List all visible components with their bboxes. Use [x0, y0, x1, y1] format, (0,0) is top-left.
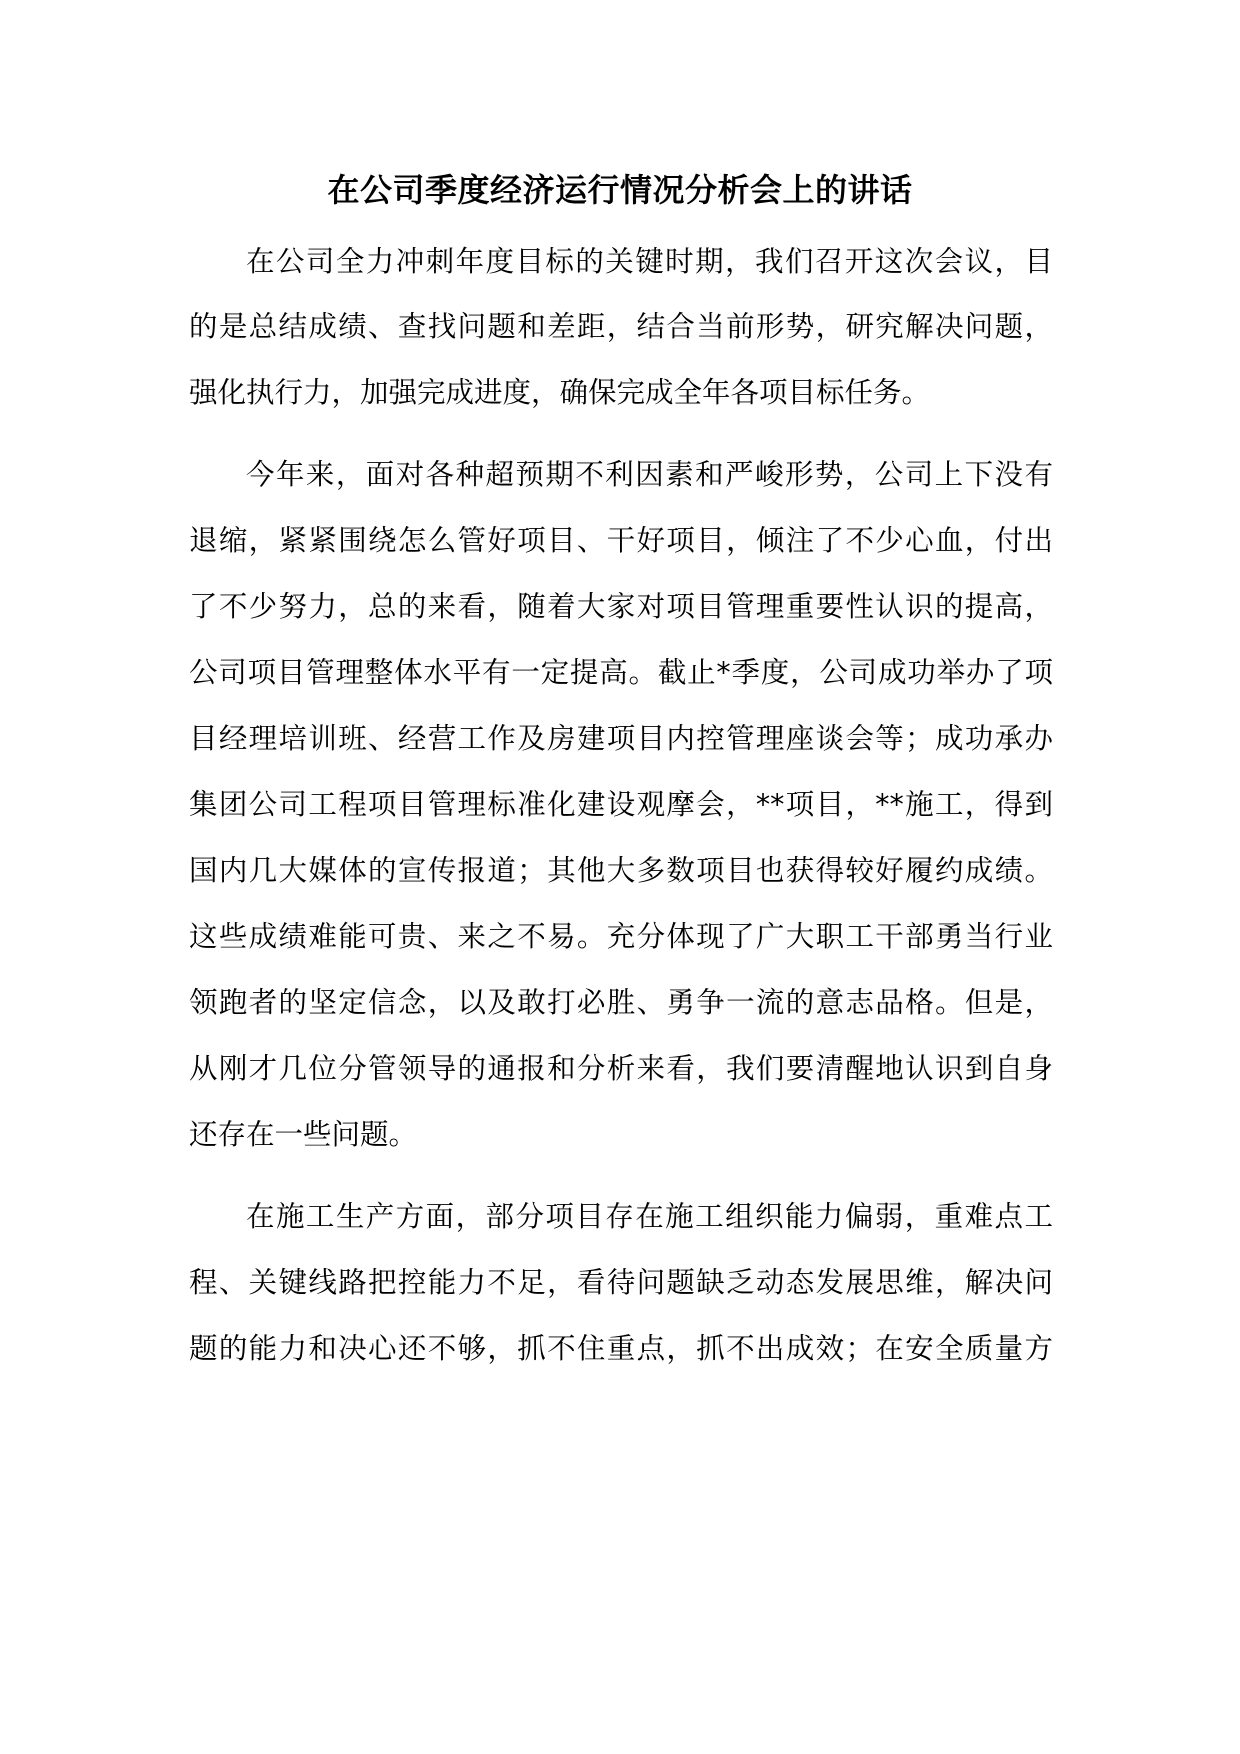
paragraph-2-line-6: 集团公司工程项目管理标准化建设观摩会，**项目，**施工，得到 [189, 788, 1053, 821]
paragraph-3-line-3: 题的能力和决心还不够，抓不住重点，抓不出成效；在安全质量方 [189, 1332, 1053, 1365]
paragraph-2-line-11: 还存在一些问题。 [189, 1118, 418, 1151]
paragraph-2-line-3: 了不少努力，总的来看，随着大家对项目管理重要性认识的提高， [189, 590, 1053, 623]
paragraph-2-line-4: 公司项目管理整体水平有一定提高。截止*季度，公司成功举办了项 [189, 656, 1053, 689]
paragraph-3-line-1: 在施工生产方面，部分项目存在施工组织能力偏弱，重难点工 [246, 1200, 1053, 1233]
paragraph-2-line-1: 今年来，面对各种超预期不利因素和严峻形势，公司上下没有 [246, 458, 1053, 491]
paragraph-1-line-3: 强化执行力，加强完成进度，确保完成全年各项目标任务。 [189, 376, 931, 409]
paragraph-2-line-7: 国内几大媒体的宣传报道；其他大多数项目也获得较好履约成绩。 [189, 854, 1053, 887]
document-title: 在公司季度经济运行情况分析会上的讲话 [327, 171, 913, 209]
paragraph-2-line-9: 领跑者的坚定信念，以及敢打必胜、勇争一流的意志品格。但是， [189, 986, 1053, 1019]
paragraph-2-line-8: 这些成绩难能可贵、来之不易。充分体现了广大职工干部勇当行业 [189, 920, 1053, 953]
paragraph-1-line-1: 在公司全力冲刺年度目标的关键时期，我们召开这次会议，目 [246, 245, 1053, 278]
paragraph-2-line-10: 从刚才几位分管领导的通报和分析来看，我们要清醒地认识到自身 [189, 1052, 1053, 1085]
paragraph-2-line-2: 退缩，紧紧围绕怎么管好项目、干好项目，倾注了不少心血，付出 [189, 524, 1053, 557]
paragraph-2-line-5: 目经理培训班、经营工作及房建项目内控管理座谈会等；成功承办 [189, 722, 1053, 755]
paragraph-1-line-2: 的是总结成绩、查找问题和差距，结合当前形势，研究解决问题， [189, 310, 1053, 343]
paragraph-3-line-2: 程、关键线路把控能力不足，看待问题缺乏动态发展思维，解决问 [189, 1266, 1053, 1299]
